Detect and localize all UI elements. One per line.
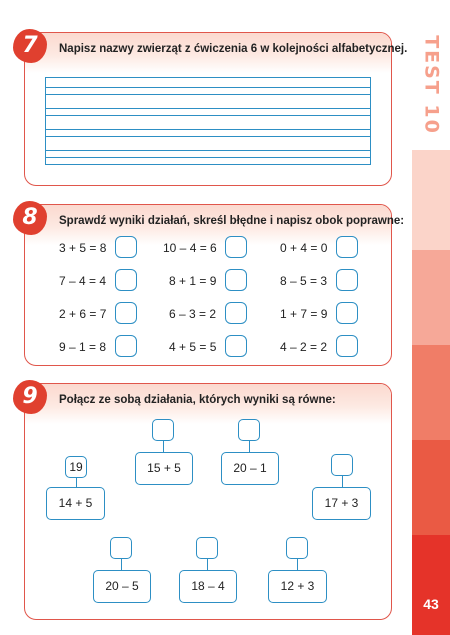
- connector-line: [121, 559, 122, 570]
- result-box[interactable]: [286, 537, 308, 559]
- answer-box[interactable]: [225, 302, 247, 324]
- test-label: [414, 30, 448, 140]
- sidebar-band-3: [412, 250, 450, 345]
- connector-line: [249, 441, 250, 452]
- equation: 0 + 4 = 0: [280, 241, 328, 255]
- expression-box[interactable]: 15 + 5: [135, 452, 193, 485]
- expression-box[interactable]: 12 + 3: [268, 570, 327, 603]
- equation: 9 – 1 = 8: [59, 340, 107, 354]
- answer-box[interactable]: [115, 269, 137, 291]
- connector-line: [297, 559, 298, 570]
- sidebar-band-6: [412, 535, 450, 635]
- result-box[interactable]: [331, 454, 353, 476]
- answer-box[interactable]: [115, 236, 137, 258]
- sidebar-band-4: [412, 345, 450, 440]
- expression-box[interactable]: 17 + 3: [312, 487, 371, 520]
- writing-line: [46, 150, 370, 151]
- answer-box[interactable]: [225, 236, 247, 258]
- answer-box[interactable]: [336, 236, 358, 258]
- writing-line: [46, 87, 370, 88]
- equation: 7 – 4 = 4: [59, 274, 107, 288]
- exercise-7-number: 7: [13, 29, 47, 63]
- answer-box[interactable]: [336, 302, 358, 324]
- writing-line: [46, 136, 370, 137]
- equation: 4 + 5 = 5: [169, 340, 217, 354]
- exercise-8-number: 8: [13, 201, 47, 235]
- answer-box[interactable]: [115, 335, 137, 357]
- equation: 4 – 2 = 2: [280, 340, 328, 354]
- sidebar-band-5: [412, 440, 450, 535]
- expression-box[interactable]: 20 – 1: [221, 452, 279, 485]
- expression-box[interactable]: 14 + 5: [46, 487, 105, 520]
- equation: 6 – 3 = 2: [169, 307, 217, 321]
- equation: 8 – 5 = 3: [280, 274, 328, 288]
- result-box[interactable]: [196, 537, 218, 559]
- writing-line: [46, 94, 370, 95]
- writing-line: [46, 157, 370, 158]
- sidebar-band-2: [412, 150, 450, 250]
- writing-lines[interactable]: [45, 77, 371, 165]
- connector-line: [342, 476, 343, 487]
- connector-line: [76, 478, 77, 487]
- equation: 2 + 6 = 7: [59, 307, 107, 321]
- equation: 8 + 1 = 9: [169, 274, 217, 288]
- result-box[interactable]: [152, 419, 174, 441]
- result-box[interactable]: [110, 537, 132, 559]
- page-number: 43: [423, 596, 439, 612]
- answer-box[interactable]: [336, 269, 358, 291]
- answer-box[interactable]: [225, 335, 247, 357]
- result-box[interactable]: 19: [65, 456, 87, 478]
- answer-box[interactable]: [115, 302, 137, 324]
- expression-box[interactable]: 20 – 5: [93, 570, 151, 603]
- test-label-text: TEST 10: [420, 35, 443, 135]
- result-box[interactable]: [238, 419, 260, 441]
- answer-box[interactable]: [336, 335, 358, 357]
- connector-line: [163, 441, 164, 452]
- expression-box[interactable]: 18 – 4: [179, 570, 237, 603]
- writing-line: [46, 108, 370, 109]
- equation: 1 + 7 = 9: [280, 307, 328, 321]
- writing-line: [46, 115, 370, 116]
- exercise-9-card: [24, 383, 392, 620]
- equation: 10 – 4 = 6: [163, 241, 217, 255]
- answer-box[interactable]: [225, 269, 247, 291]
- exercise-9-title: Połącz ze sobą działania, których wyniki są równe:: [59, 394, 336, 406]
- exercise-7-title: Napisz nazwy zwierząt z ćwiczenia 6 w kolejności alfabetycznej.: [59, 43, 408, 55]
- equation: 3 + 5 = 8: [59, 241, 107, 255]
- exercise-8-card: [22, 204, 405, 366]
- exercise-7-card: [22, 32, 408, 186]
- exercise-8-title: Sprawdź wyniki działań, skreśl błędne i napisz obok poprawne:: [59, 215, 405, 227]
- writing-line: [46, 129, 370, 130]
- connector-line: [207, 559, 208, 570]
- exercise-9-number: 9: [13, 380, 47, 414]
